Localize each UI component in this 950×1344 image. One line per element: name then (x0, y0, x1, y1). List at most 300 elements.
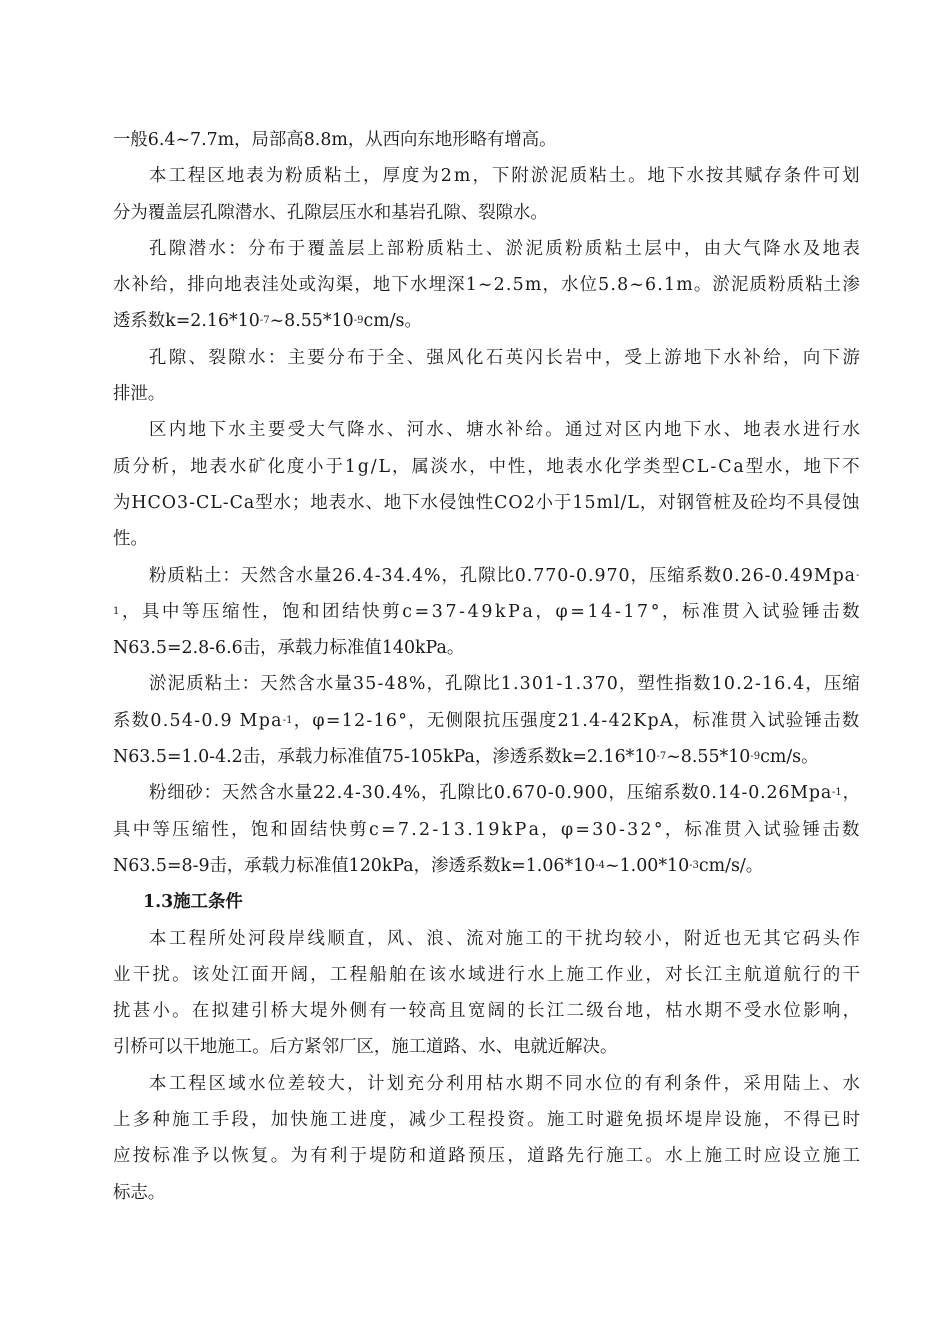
text-char: C (147, 492, 161, 513)
text-char: 饱 (282, 601, 300, 622)
text-char: 1 (587, 601, 599, 622)
text-char: 影 (803, 1001, 821, 1022)
text-char: ， (683, 238, 702, 259)
text-char: 表 (328, 492, 347, 513)
text-char: 准 (702, 601, 720, 622)
text-line (113, 1066, 860, 1102)
text-char: ， (421, 783, 439, 804)
text-char: 不 (842, 456, 860, 477)
text-char: 应 (113, 1146, 131, 1167)
text-char: 9 (488, 819, 500, 840)
text-char: 避 (605, 1110, 624, 1131)
text-char: = (570, 601, 585, 622)
text-char: 性 (656, 674, 674, 695)
text-char: 外 (329, 1001, 348, 1022)
text-char: 质 (186, 674, 204, 695)
text-char: 钢 (676, 492, 695, 513)
text-char: 0 (699, 783, 711, 804)
text-char: 岸 (704, 1110, 722, 1131)
text-char: 表 (842, 238, 860, 259)
text-char: 侧 (445, 710, 463, 731)
text-char: 工 (586, 964, 604, 985)
text-char: 蚀 (457, 492, 475, 513)
text-char: 航 (783, 964, 801, 985)
text-char: ： (241, 674, 260, 695)
text-char: 、 (446, 420, 464, 441)
text-char: 试 (763, 819, 781, 840)
text-char: - (222, 492, 229, 513)
text-char: . (575, 674, 582, 695)
text-char: 气 (327, 420, 345, 441)
text-char: 施 (822, 1146, 841, 1167)
text-char: 覆 (307, 238, 325, 259)
text-char: 工 (525, 928, 543, 949)
text-char: 水 (295, 565, 314, 586)
text-char: 较 (624, 928, 642, 949)
text-char: 水 (783, 238, 801, 259)
text-char: 水 (585, 456, 603, 477)
text-char: 4 (384, 674, 396, 695)
text-char: c (402, 601, 412, 622)
text-char: . (467, 819, 473, 840)
text-char: 1 (563, 674, 575, 695)
text-char: 小 (152, 1001, 170, 1022)
text-char: p (258, 710, 270, 731)
text-char: 路 (546, 1146, 565, 1167)
text-char: - (710, 456, 717, 477)
text-char: 渠 (335, 275, 354, 296)
text-char: 入 (748, 710, 766, 731)
text-char: 由 (703, 238, 722, 259)
text-char: 施 (744, 1110, 762, 1131)
text-char: 要 (307, 347, 325, 368)
text-char: 水 (783, 420, 801, 441)
text-char: ： (267, 347, 286, 368)
text-char: 可 (822, 166, 841, 187)
text-char: 扰 (584, 928, 603, 949)
text-char: . (786, 674, 792, 695)
text-char: 含 (297, 674, 315, 695)
text-char: ° (398, 710, 407, 731)
text-char: M (790, 783, 809, 804)
text-char: 河 (248, 928, 266, 949)
text-char: 主 (287, 347, 306, 368)
text-char: 、 (406, 928, 424, 949)
text-char: 具 (805, 492, 823, 513)
text-char: 下 (683, 420, 702, 441)
text-char: 9 (220, 710, 232, 731)
text-char: 系 (113, 710, 131, 731)
text-char: 条 (783, 166, 802, 187)
text-char: 受 (624, 347, 642, 368)
text-char: 2 (557, 710, 569, 731)
text-char: . (405, 565, 412, 586)
text-char: 缩 (842, 674, 860, 695)
text-char: 较 (408, 1001, 427, 1022)
text-char: 程 (188, 1073, 207, 1094)
text-char: 划 (386, 1073, 405, 1094)
text-char: 减 (408, 1110, 427, 1131)
text-run: 引桥可以干地施工。后方紧邻厂区，施工道路、水、电就近解决。 (113, 1037, 618, 1058)
text-char: 水 (410, 275, 428, 296)
text-char: ， (763, 1110, 782, 1131)
text-char: 建 (231, 1001, 249, 1022)
text-char: 河 (406, 420, 424, 441)
text-char: - (459, 601, 466, 622)
text-char: 压 (823, 674, 842, 695)
text-char: 补 (743, 347, 761, 368)
text-char: 4 (393, 565, 405, 586)
text-char: 补 (505, 420, 524, 441)
text-char: ， (723, 1073, 741, 1094)
text-char: ， (472, 166, 490, 187)
text-char: 先 (566, 1146, 584, 1167)
text-run: 透系数k=2.16*10 (113, 311, 260, 332)
text-char: ， (535, 601, 553, 622)
text-line (113, 267, 860, 303)
text-char: 顺 (327, 928, 345, 949)
text-char: ： (228, 238, 246, 259)
text-char: % (424, 565, 441, 586)
text-char: 时 (586, 1110, 604, 1131)
text-char: ~ (629, 275, 644, 296)
text-line (113, 1029, 860, 1065)
text-char: 数 (842, 601, 860, 622)
text-char: 向 (802, 347, 821, 368)
text-char: 标 (684, 819, 702, 840)
text-char: ° (650, 601, 660, 622)
text-char: 6 (645, 275, 657, 296)
text-char: 2 (620, 710, 632, 731)
text-char: 拟 (211, 1001, 229, 1022)
text-char: 地 (803, 456, 822, 477)
text-char: 淤 (505, 238, 524, 259)
text-char: 7 (445, 601, 457, 622)
text-char: 工 (625, 1146, 644, 1167)
text-char: 无 (743, 928, 761, 949)
text-line (113, 231, 860, 267)
text-char: 利 (446, 1073, 464, 1094)
text-char: 矿 (248, 456, 266, 477)
text-char: - (189, 492, 195, 513)
text-char: 期 (525, 1073, 543, 1094)
text-char: 粉 (149, 565, 167, 586)
text-char: L (696, 456, 709, 477)
text-char: 压 (202, 601, 220, 622)
text-char: 小 (644, 928, 662, 949)
text-char: 粘 (604, 238, 623, 259)
text-char: 小 (306, 456, 324, 477)
text-char: 施 (546, 1110, 565, 1131)
text-char: 水 (448, 964, 466, 985)
text-char: 7 (637, 601, 649, 622)
text-line (113, 158, 860, 194)
text-char: 表 (246, 166, 264, 187)
text-char: ， (805, 674, 823, 695)
text-char: 位 (579, 275, 597, 296)
text-char: 9 (481, 601, 493, 622)
text-char: 度 (401, 166, 420, 187)
text-char: 下 (402, 492, 420, 513)
text-char: 部 (386, 238, 405, 259)
text-char: 恢 (231, 1146, 249, 1167)
text-char: L (210, 492, 222, 513)
text-char: 、 (446, 928, 464, 949)
text-char: 水 (842, 420, 860, 441)
text-char: 质 (584, 238, 603, 259)
text-char: 4 (789, 565, 801, 586)
text-char: - (556, 674, 563, 695)
text-char: 3 (353, 674, 365, 695)
text-char: 渗 (842, 275, 860, 296)
text-char: 0 (748, 783, 760, 804)
text-char: . (582, 710, 588, 731)
text-char: 快 (329, 819, 347, 840)
text-char: 赋 (744, 166, 763, 187)
text-char: 指 (674, 674, 692, 695)
text-line (113, 666, 860, 702)
text-char: 水 (505, 1073, 524, 1094)
text-char: 水 (273, 492, 292, 513)
text-char: - (618, 819, 625, 840)
text-char: 含 (277, 565, 295, 586)
text-char: 上 (366, 238, 385, 259)
text-char: 土 (223, 674, 241, 695)
text-run: cm/s。 (363, 311, 422, 332)
text-char: a (820, 783, 832, 804)
text-char: 具 (113, 819, 131, 840)
text-char: 快 (362, 601, 380, 622)
text-char: 孔 (149, 347, 167, 368)
text-char: - (377, 674, 384, 695)
text-line (113, 449, 860, 485)
text-char: 布 (267, 238, 286, 259)
text-char: 施 (172, 1110, 190, 1131)
text-char: 风 (386, 928, 405, 949)
text-char: . (526, 565, 533, 586)
text-char: 为 (421, 166, 439, 187)
text-char: 水 (527, 964, 545, 985)
text-char: 0 (605, 819, 617, 840)
text-char: ， (784, 456, 802, 477)
text-char: ， (426, 674, 444, 695)
text-char: 2 (766, 783, 778, 804)
text-char: 结 (342, 601, 360, 622)
text-char: 台 (605, 1001, 624, 1022)
text-char: 工 (329, 1110, 348, 1131)
text-char: 度 (286, 456, 305, 477)
text-char: 饱 (250, 819, 269, 840)
text-char: a (844, 565, 856, 586)
text-char: p (832, 565, 844, 586)
text-char: 泥 (525, 238, 543, 259)
text-char: 中 (132, 819, 151, 840)
text-char: 主 (248, 420, 266, 441)
text-char: 0 (557, 565, 569, 586)
text-char: 层 (644, 238, 662, 259)
text-char: 资 (507, 1110, 525, 1131)
text-char: 二 (566, 1001, 584, 1022)
text-char: 的 (624, 1073, 642, 1094)
text-char: . (711, 783, 717, 804)
text-line (113, 485, 860, 521)
text-char: 埋 (428, 275, 446, 296)
text-char: 闪 (525, 347, 543, 368)
text-char: M (239, 710, 258, 731)
text-char: 具 (142, 601, 160, 622)
text-char: 本 (149, 928, 167, 949)
text-char: 0 (150, 710, 162, 731)
text-char: 5 (365, 674, 377, 695)
text-char: 。 (628, 166, 646, 187)
text-char: 地 (647, 166, 665, 187)
text-char: 9 (594, 565, 606, 586)
text-char: 水 (276, 783, 294, 804)
text-char: - (194, 710, 201, 731)
text-char: 质 (749, 275, 767, 296)
text-run: ~1.00*10 (605, 855, 690, 876)
text-run: 排泄。 (113, 384, 166, 405)
text-char: ， (664, 928, 682, 949)
text-char: - (601, 710, 608, 731)
text-char: ， (168, 275, 187, 296)
text-char: 桩 (713, 492, 731, 513)
text-char: 位 (267, 1073, 286, 1094)
text-char: 于 (554, 492, 572, 513)
text-char: 较 (307, 1073, 325, 1094)
text-char: 于 (325, 456, 343, 477)
text-line (113, 921, 860, 957)
text-char: 于 (366, 347, 385, 368)
text-char: 堤 (310, 1001, 328, 1022)
text-char: 面 (251, 964, 269, 985)
text-char: 的 (822, 964, 841, 985)
text-char: P (508, 601, 520, 622)
text-char: 内 (644, 420, 662, 441)
paragraph-groundwater-quality (113, 412, 860, 557)
text-char: ， (630, 565, 648, 586)
text-char: 时 (842, 1110, 860, 1131)
text-char: 上 (644, 347, 662, 368)
text-char: 手 (211, 1110, 229, 1131)
text-char: 水 (248, 1073, 266, 1094)
text-char: % (403, 783, 421, 804)
text-char: 域 (228, 1073, 246, 1094)
text-char: 工 (566, 1110, 584, 1131)
text-char: 试 (762, 601, 780, 622)
text-char: 4 (343, 783, 355, 804)
text-char: ， (842, 1001, 860, 1022)
text-char: 工 (168, 1073, 187, 1094)
text-char: 锤 (804, 710, 822, 731)
text-char: 降 (347, 420, 365, 441)
text-char: 按 (132, 1146, 151, 1167)
text-char: ， (673, 710, 692, 731)
text-char: 进 (349, 1110, 368, 1131)
text-line (113, 340, 860, 376)
text-char: 粉 (285, 166, 303, 187)
text-char: 地 (372, 275, 391, 296)
text-char: 2 (740, 565, 752, 586)
text-char: 4 (362, 565, 374, 586)
text-char: 、 (386, 420, 405, 441)
text-char: k (501, 819, 513, 840)
text-char: 水 (113, 275, 131, 296)
text-run: 一般6.4~7.7m，局部高8.8m，从西向东地形略有增高。 (113, 130, 557, 150)
text-char: 2 (354, 710, 366, 731)
text-char: ， (231, 819, 249, 840)
text-char: 0 (201, 710, 213, 731)
text-char: 量 (313, 565, 332, 586)
text-char: 0 (771, 565, 783, 586)
text-char: 裂 (208, 347, 226, 368)
text-char: 粘 (204, 674, 223, 695)
text-char: 内 (168, 420, 187, 441)
text-char: 2 (419, 819, 431, 840)
text-char: 近 (703, 928, 722, 949)
text-char: 工 (168, 928, 187, 949)
text-char: 不 (724, 1001, 742, 1022)
text-char: 7 (606, 565, 618, 586)
text-char: 粘 (324, 166, 342, 187)
text-char: 粘 (446, 238, 464, 259)
text-char: ， (542, 275, 560, 296)
text-char: 压 (626, 783, 645, 804)
text-char: - (374, 565, 381, 586)
text-char: 0 (554, 783, 566, 804)
text-char: 水 (228, 420, 246, 441)
text-char: 对 (485, 928, 504, 949)
text-char: 1 (762, 674, 774, 695)
text-char: 且 (448, 1001, 466, 1022)
text-char: ， (121, 601, 140, 622)
text-char: 引 (251, 1001, 269, 1022)
text-char: 3 (361, 783, 373, 804)
text-char: 0 (606, 674, 618, 695)
text-char: 孔 (439, 783, 457, 804)
text-char: 8 (617, 275, 629, 296)
text-char: 0 (584, 783, 596, 804)
text-run: N63.5=1.0-4.2击，承载力标准值75-105kPa，渗透系数k=2.16*10 (113, 747, 657, 768)
text-char: 验 (782, 601, 800, 622)
text-char: 缩 (191, 819, 210, 840)
text-char: 0 (723, 674, 735, 695)
text-char: 抗 (482, 710, 501, 731)
text-char: 粉 (565, 238, 583, 259)
text-char: 给 (150, 275, 168, 296)
text-char: 舶 (389, 964, 407, 985)
text-char: 、 (406, 347, 424, 368)
text-char: 枯 (485, 1073, 504, 1094)
text-char: 天 (221, 783, 240, 804)
text-char: 浪 (426, 928, 444, 949)
text-char: 性 (475, 492, 494, 513)
text-char: 时 (744, 1146, 762, 1167)
text-char: 件 (803, 166, 821, 187)
text-char: a (271, 710, 282, 731)
text-char: 准 (704, 819, 722, 840)
text-run: 分为覆盖层孔隙潜水、孔隙层压水和基岩孔隙、裂隙水。 (113, 202, 548, 223)
text-char: 限 (464, 710, 482, 731)
text-char: 岩 (565, 347, 583, 368)
text-char: 设 (724, 1110, 742, 1131)
text-char: 1 (341, 710, 353, 731)
text-char: - (614, 601, 621, 622)
text-char: 工 (724, 1146, 742, 1167)
text-char: 程 (349, 964, 368, 985)
text-char: 也 (723, 928, 741, 949)
text-char: 为 (113, 492, 131, 513)
